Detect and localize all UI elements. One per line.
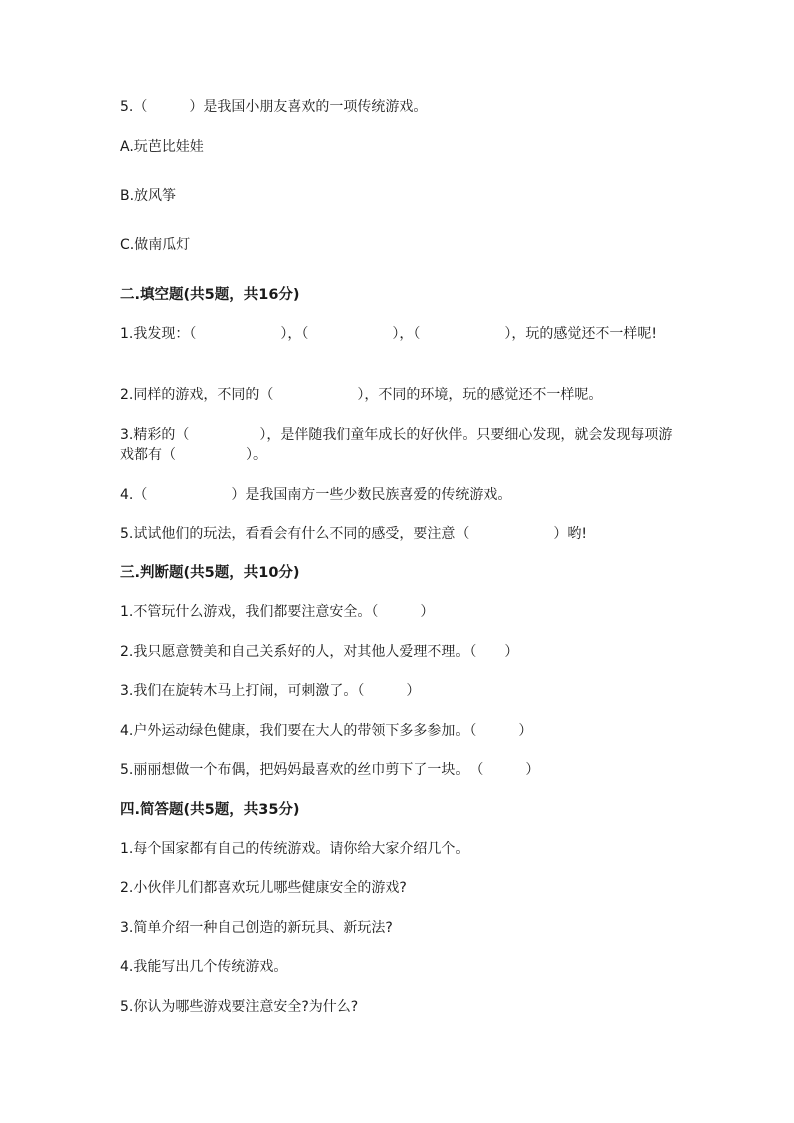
true-false-item-1: 1.不管玩什么游戏，我们都要注意安全。（ ） bbox=[120, 604, 435, 620]
section-heading-true-false: 三.判断题(共5题，共10分) bbox=[120, 565, 300, 581]
short-answer-item-2: 2.小伙伴儿们都喜欢玩儿哪些健康安全的游戏? bbox=[120, 880, 407, 896]
option-c: C.做南瓜灯 bbox=[120, 237, 191, 253]
true-false-item-5: 5.丽丽想做一个布偶，把妈妈最喜欢的丝巾剪下了一块。 （ ） bbox=[120, 762, 540, 778]
fill-blank-item-2: 2.同样的游戏，不同的（ ），不同的环境，玩的感觉还不一样呢。 bbox=[120, 387, 603, 403]
fill-blank-item-4: 4.（ ）是我国南方一些少数民族喜爱的传统游戏。 bbox=[120, 487, 512, 503]
fill-blank-item-5: 5.试试他们的玩法，看看会有什么不同的感受，要注意（ ）哟! bbox=[120, 526, 587, 542]
short-answer-item-3: 3.简单介绍一种自己创造的新玩具、新玩法? bbox=[120, 920, 393, 936]
short-answer-item-1: 1.每个国家都有自己的传统游戏。请你给大家介绍几个。 bbox=[120, 841, 470, 857]
question-5: 5.（ ）是我国小朋友喜欢的一项传统游戏。 bbox=[120, 99, 428, 115]
fill-blank-item-1: 1.我发现：（ ），（ ），（ ），玩的感觉还不一样呢! bbox=[120, 326, 657, 342]
true-false-item-3: 3.我们在旋转木马上打闹，可刺激了。（ ） bbox=[120, 683, 421, 699]
true-false-item-2: 2.我只愿意赞美和自己关系好的人，对其他人爱理不理。（ ） bbox=[120, 644, 519, 660]
short-answer-item-5: 5.你认为哪些游戏要注意安全?为什么? bbox=[120, 999, 359, 1015]
true-false-item-4: 4.户外运动绿色健康，我们要在大人的带领下多多参加。（ ） bbox=[120, 723, 533, 739]
fill-blank-item-3: 3.精彩的（ ），是伴随我们童年成长的好伙伴。只要细心发现，就会发现每项游戏都有（ ）。 bbox=[120, 427, 673, 463]
section-heading-fill-blank: 二.填空题(共5题，共16分) bbox=[120, 287, 300, 303]
option-b: B.放风筝 bbox=[120, 188, 177, 204]
short-answer-item-4: 4.我能写出几个传统游戏。 bbox=[120, 959, 288, 975]
option-a: A.玩芭比娃娃 bbox=[120, 139, 204, 155]
section-heading-short-answer: 四.简答题(共5题，共35分) bbox=[120, 802, 300, 818]
